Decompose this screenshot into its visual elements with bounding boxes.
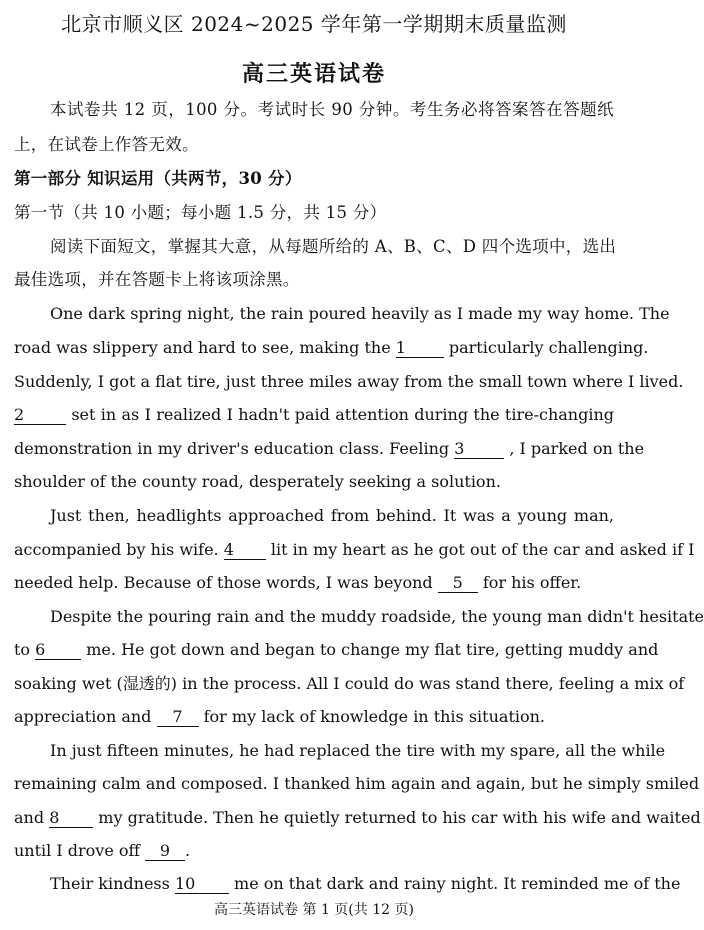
- part-heading: 第一部分 知识运用（共两节，30 分）: [14, 169, 302, 188]
- section-heading: 第一节（共 10 小题；每小题 1.5 分，共 15 分）: [14, 203, 387, 222]
- passage-text: me. He got down and began to change my flat tire, getting muddy and: [86, 640, 659, 659]
- passage-line: [14, 707, 614, 727]
- page-footer: 高三英语试卷 第 1 页(共 12 页): [214, 902, 414, 918]
- passage-text: set in as I realized I hadn't paid attention during the tire-changing: [71, 405, 614, 424]
- passage-text: , I parked on the: [509, 439, 645, 458]
- blank-1: 1: [396, 339, 444, 358]
- passage-line: [14, 573, 614, 593]
- passage-text: Their kindness: [50, 874, 170, 893]
- passage-text: lit in my heart as he got out of the car and asked if I: [270, 540, 695, 559]
- passage-line: [14, 405, 614, 425]
- exam-subtitle: 高三英语试卷: [241, 61, 386, 87]
- blank-8: 8: [49, 809, 93, 828]
- passage-line: shoulder of the county road, desperately seeking a solution.: [14, 472, 501, 491]
- passage-line: One dark spring night, the rain poured heavily as I made my way home. The: [50, 304, 670, 323]
- blank-6: 6: [35, 641, 81, 660]
- passage-text: me on that dark and rainy night. It reminded me of the: [234, 874, 681, 893]
- directions-line-2: 最佳选项，并在答题卡上将该项涂黑。: [14, 270, 300, 289]
- blank-2: 2: [14, 406, 66, 425]
- passage-line: [14, 540, 695, 560]
- passage-line: [14, 808, 701, 828]
- blank-4: 4: [224, 541, 266, 560]
- passage-line: [14, 640, 659, 660]
- passage-line: remaining calm and composed. I thanked him again and again, but he simply smiled: [14, 774, 700, 793]
- passage-line: Just then, headlights approached from behind. It was a young man,: [50, 506, 614, 525]
- passage-line: [14, 338, 649, 358]
- passage-text: until I drove off: [14, 841, 140, 860]
- passage-text: and: [14, 808, 45, 827]
- passage-line: [50, 874, 681, 894]
- blank-9: 9: [145, 842, 185, 861]
- passage-text: demonstration in my driver's education class. Feeling: [14, 439, 450, 458]
- passage-text: my gratitude. Then he quietly returned to his car with his wife and waited: [98, 808, 701, 827]
- directions-line-1: 阅读下面短文，掌握其大意，从每题所给的 A、B、C、D 四个选项中，选出: [50, 237, 617, 256]
- exam-title: 北京市顺义区 2024~2025 学年第一学期期末质量监测: [61, 12, 567, 36]
- passage-text: for my lack of knowledge in this situation.: [203, 707, 546, 726]
- blank-7: 7: [157, 708, 199, 727]
- passage-line: In just fifteen minutes, he had replaced the tire with my spare, all the while: [50, 741, 666, 760]
- passage-text: appreciation and: [14, 707, 152, 726]
- blank-5: 5: [438, 574, 478, 593]
- passage-line: Suddenly, I got a flat tire, just three miles away from the small town where I lived.: [14, 372, 684, 391]
- passage-text: for his offer.: [482, 573, 582, 592]
- blank-10: 10: [175, 875, 229, 894]
- instructions-line-1: 本试卷共 12 页，100 分。考试时长 90 分钟。考生务必将答案答在答题纸: [50, 100, 614, 119]
- passage-text: needed help. Because of those words, I was beyond: [14, 573, 433, 592]
- passage-line: soaking wet (湿透的) in the process. All I could do was stand there, feeling a mix of: [14, 674, 685, 693]
- passage-line: [14, 439, 645, 459]
- passage-line: Despite the pouring rain and the muddy roadside, the young man didn't hesitate: [50, 607, 704, 626]
- passage-text: road was slippery and hard to see, making the: [14, 338, 391, 357]
- blank-3: 3: [454, 440, 504, 459]
- passage-text: .: [184, 841, 191, 860]
- passage-text: accompanied by his wife.: [14, 540, 219, 559]
- instructions-line-2: 上，在试卷上作答无效。: [14, 135, 199, 154]
- passage-text: particularly challenging.: [448, 338, 649, 357]
- passage-line: [14, 841, 614, 861]
- passage-text: to: [14, 640, 31, 659]
